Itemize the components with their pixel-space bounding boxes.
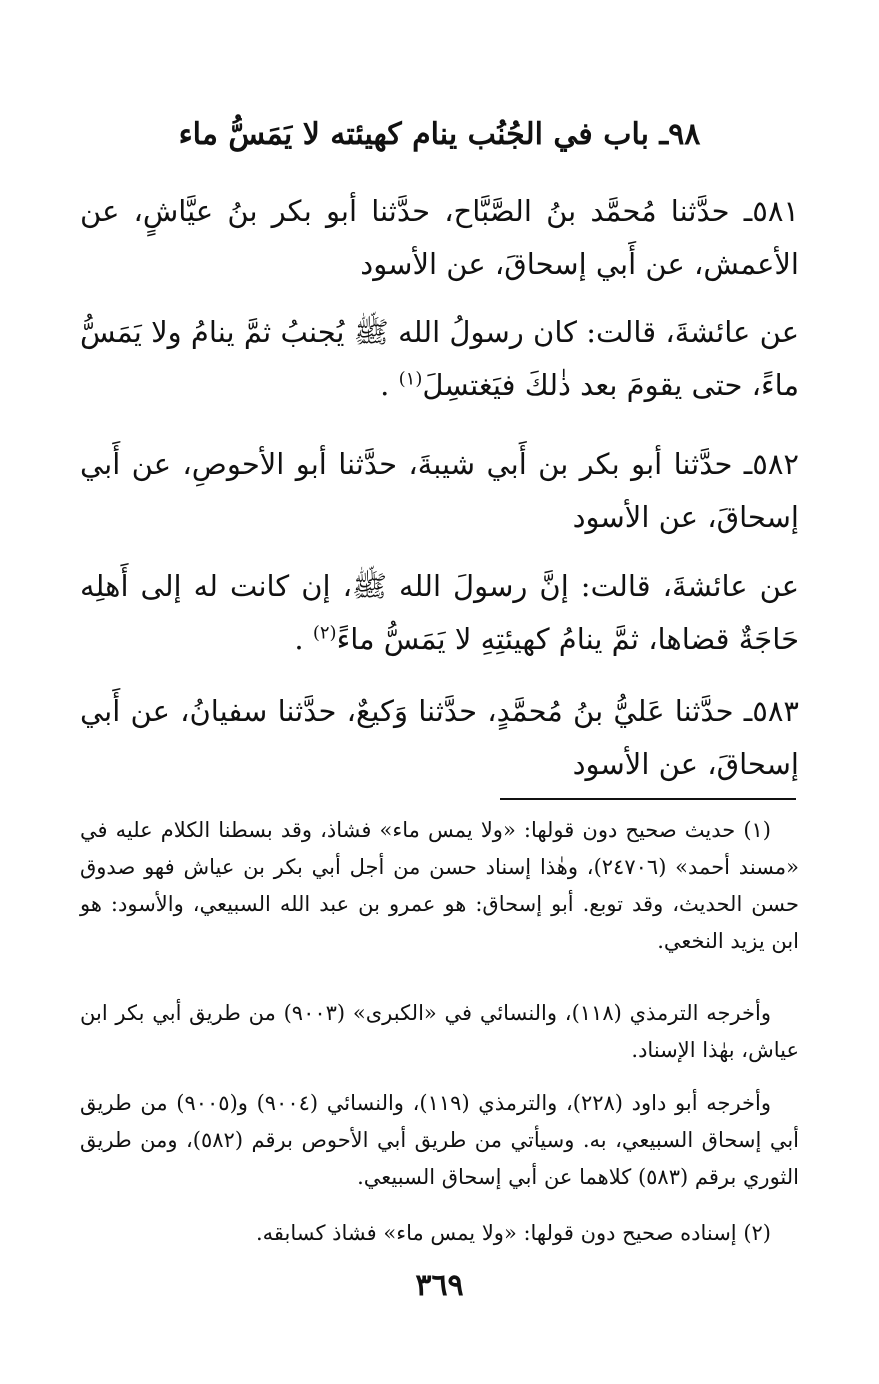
hadith-582-chain: ٥٨٢ـ حدَّثنا أبو بكر بن أَبي شيبةَ، حدَّثنا أبو الأحوصِ، عن أَبي إسحاقَ، عن الأسود [80,447,799,534]
footnote-2 [80,1215,799,1252]
hadith-582-end: . [294,622,304,656]
hadith-582-text [80,560,799,666]
hadith-582-body: عن عائشةَ، قالت: إنَّ رسولَ الله ﷺ، إن كانت له إلى أَهلِه حَاجَةٌ قضاها، ثمَّ ينامُ كهيئتِهِ لا يَمَسُّ ماءً [80,569,799,656]
footnote-1-continued-1 [80,995,799,1069]
chapter-heading: ٩٨ـ باب في الجُنُب ينام كهيئته لا يَمَسُّ ماء [178,117,701,152]
footnote-2-text: (٢) إسناده صحيح دون قولها: «ولا يمس ماء» فشاذ كسابقه. [255,1221,771,1245]
footnote-1 [80,812,799,960]
footnote-ref-2: (٢) [312,622,337,644]
footnote-1-continued-2 [80,1085,799,1196]
hadith-581-text [80,306,799,412]
hadith-581-chain: ٥٨١ـ حدَّثنا مُحمَّد بنُ الصَّبَّاح، حدَّثنا أبو بكر بنُ عيَّاشٍ، عن الأعمش، عن أَبي إسحاقَ، عن الأسود [80,194,799,281]
footnote-ref-1: (١) [398,368,423,390]
hadith-581-body: عن عائشةَ، قالت: كان رسولُ الله ﷺ يُجنبُ ثمَّ ينامُ ولا يَمَسُّ ماءً، حتى يقومَ بعد ذٰلكَ فيَغتسِلَ [80,315,799,402]
page-number: ٣٦٩ [415,1268,464,1303]
footnote-1-text: (١) حديث صحيح دون قولها: «ولا يمس ماء» فشاذ، وقد بسطنا الكلام عليه في «مسند أحمد» (٢٤٧٠٦)، وهٰذا إسناد حسن من أجل أبي بكر بن عياش فهو صدوق حسن الحديث، وقد توبع. أبو إسحاق: هو عمرو بن عبد الله السبيعي، والأسود: هو ابن يزيد النخعي. [80,818,799,953]
footnote-divider [500,798,796,800]
hadith-581-end: . [380,368,390,402]
hadith-583-chain: ٥٨٣ـ حدَّثنا عَليُّ بنُ مُحمَّدٍ، حدَّثنا وَكيعٌ، حدَّثنا سفيانُ، عن أَبي إسحاقَ، عن الأسود [80,694,799,781]
footnote-1-continued-1-text: وأخرجه الترمذي (١١٨)، والنسائي في «الكبرى» (٩٠٠٣) من طريق أبي بكر ابن عياش، بهٰذا الإسناد. [80,1001,799,1062]
footnote-1-continued-2-text: وأخرجه أبو داود (٢٢٨)، والترمذي (١١٩)، والنسائي (٩٠٠٤) و(٩٠٠٥) من طريق أبي إسحاق السبيعي، به. وسيأتي من طريق أبي الأحوص برقم (٥٨٢)، ومن طريق الثوري برقم (٥٨٣) كلاهما عن أبي إسحاق السبيعي. [80,1091,800,1189]
